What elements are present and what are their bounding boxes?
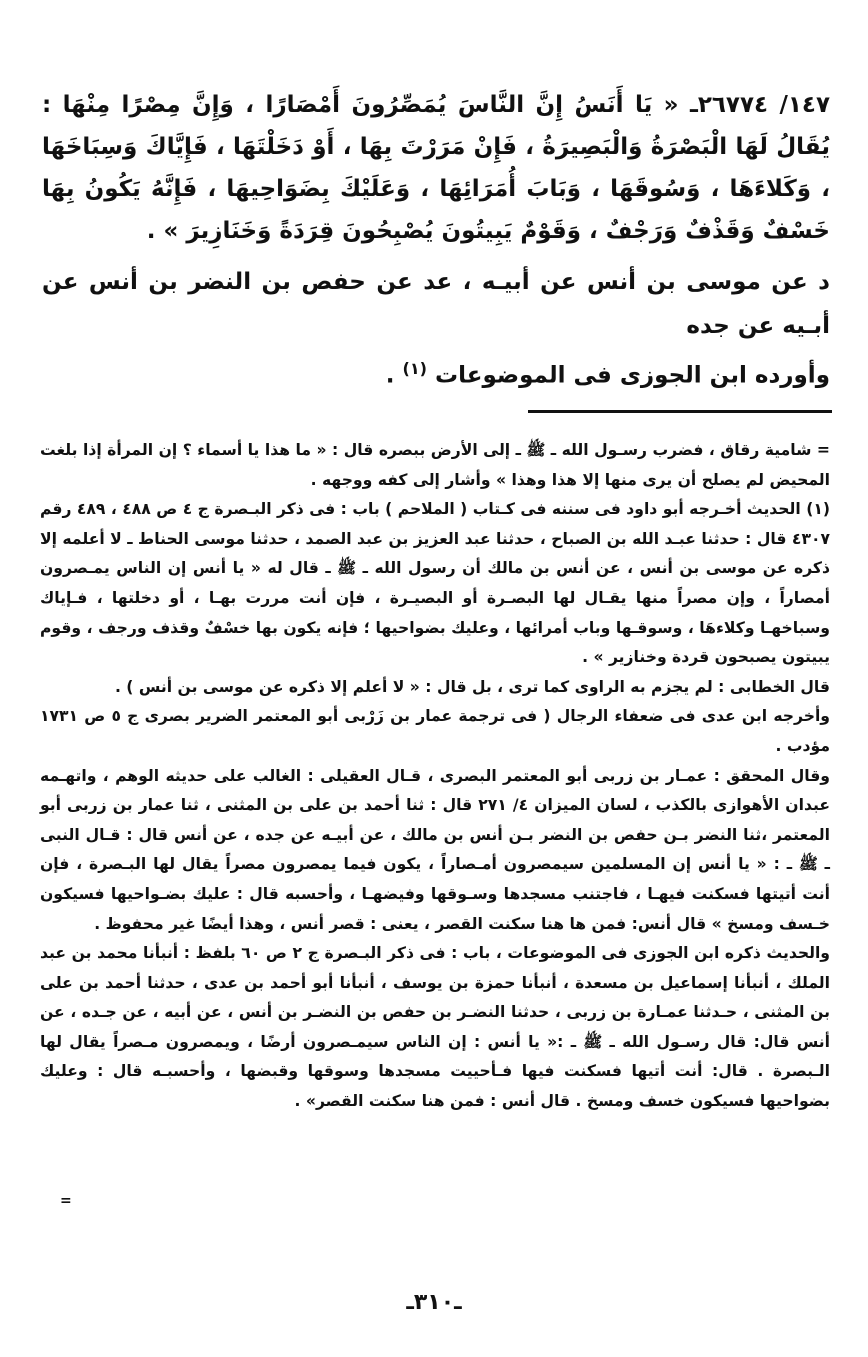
page-number: ـ٣١٠ـ [406, 1290, 462, 1315]
footnote-continuation: = شامية رقاق ، فضرب رسـول الله ـ ﷺ ـ إلى الأرض ببصره قال : « ما هذا يا أسماء ؟ إن المرأة إذا بلغت المحيض لم يصلح أن يرى منها إلا هذا وهذا » وأشار إلى كفه ووجهه . [40, 441, 830, 489]
source-line-2 [42, 348, 830, 397]
main-text [42, 84, 830, 397]
source-line-1: د عن موسى بن أنس عن أبيـه ، عد عن حفص بن النضر بن أنس عن أبـيه عن جده [42, 269, 830, 339]
footnote-muhaqqiq: وقال المحقق : عمـار بن زربى أبو المعتمر البصرى ، قـال العقيلى : الغالب على حديثه الوهم ، واتهـمه عبدان الأهوازى بالكذب ، لسان الميزان ٤/ ٢٧١ قال : ثنا أحمد بن على بن المثنى ، ثنا عمار بن زربى أبو المعتمر ،ثنا النضر بـن حفص بن النضر بـن أنس بن مالك ، عن أبيـه عن جده ، عن أنس قال : قـال النبى ـ ﷺ ـ : « يا أنس إن المسلمين سيمصرون أمـصاراً ، يكون فيما يمصرون مصراً يقال لها البـصرة ، فإن أنت أتيتها فسكنت فيهـا ، فاجتنب مسجدها وسـوقها وفيضهـا ، وأحسبه قال : عليك بضـواحيها فسيكون خـسف ومسخ » قال أنس: فمن ها هنا سكنت القصر ، يعنى : قصر أنس ، وهذا أيضًا غير محفوظ . [40, 766, 830, 933]
footnote-1: (١) الحديث أخـرجه أبو داود فى سننه فى كـتاب ( الملاحم ) باب : فى ذكر البـصرة ج ٤ ص ٤٨٨ ، ٤٨٩ رقم ٤٣٠٧ قال : حدثنا عبـد الله بن الصباح ، حدثنا عبد العزيز بن عبد الصمد ، حدثنا موسى الحناط ـ لا أعلمه إلا ذكره عن موسى بن أنس ، عن أنس بن مالك أن رسول الله ـ ﷺ ـ قال له « يا أنس إن الناس يمـصرون أمصاراً ، وإن مصراً منها يقـال لها البصـرة أو البصيـرة ، فإن أنت مررت بهـا ، أو دخلتها ، فـإياك وسباخهـا وكلاءهَا ، وسوقـها وباب أمرائها ، وعليك بضواحيها ؛ فإنه يكون بها خسْفٌ وقذف ورجف ، وقوم يبيتون يصبحون قردة وخنازير » . [40, 500, 830, 667]
hadith-text: ١٤٧/ ٢٦٧٧٤ـ « يَا أَنَسُ إِنَّ النَّاسَ يُمَصِّرُونَ أَمْصَارًا ، وَإِنَّ مِصْرًا مِنْهَا : يُقَالُ لَهَا الْبَصْرَةُ وَالْبَصِيرَةُ ، فَإِنْ مَرَرْتَ بِهَا ، أَوْ دَخَلْتَهَا ، فَإِيَّاكَ وَسِبَاخَهَا ، وَكَلاءَهَا ، وَسُوقَهَا ، وَبَابَ أُمَرَائِهَا ، وَعَلَيْكَ بِضَوَاحِيهَا ، فَإِنَّهُ يَكُونُ بِهَا خَسْفٌ وَقَذْفٌ وَرَجْفٌ ، وَقَوْمٌ يَبِيتُونَ يُصْبِحُونَ قِرَدَةً وَخَنَازِيرَ » . [42, 92, 830, 244]
source-line-2-text: وأورده ابن الجوزى فى الموضوعات [435, 362, 830, 389]
footnote-separator [528, 410, 832, 413]
footnote-ibn-jawzi: والحديث ذكره ابن الجوزى فى الموضوعات ، باب : فى ذكر البـصرة ج ٢ ص ٦٠ بلفظ : أنبأنا محمد بن عبد الملك ، أنبأنا إسماعيل بن مسعدة ، أنبأنا حمزة بن يوسف ، أنبأنا أبو أحمد بن عدى ، حدثنا أحمد بن على بن المثنى ، حـدثنا عمـارة بن زربى ، حدثنا النضـر بن حفص بن النضـر بن أنس ، عن أبيه ، عن جـده ، عن أنس قال: قال رسـول الله ـ ﷺ ـ :« يا أنس : إن الناس سيمـصرون أرضًا ، ويمصرون مـصراً يقال لها الـبصرة . قال: أنت أتيها فسكنت فيها فـأحييت مسجدها وسوقها وقبضها ، وأحسبـه قال : وعليك بضواحيها فسيكون خسف ومسخ . قال أنس : فمن هنا سكنت القصر» . [40, 944, 830, 1111]
continuation-mark: = [60, 1193, 72, 1209]
footnote-reference: (١) [402, 359, 427, 378]
source-line-2-end: . [385, 362, 403, 389]
footnote-ibn-adi: وأخرجه ابن عدى فى ضعفاء الرجال ( فى ترجمة عمار بن زَرْبى أبو المعتمر الضرير بصرى ج ٥ ص ١٧٣١ مؤدب . [40, 707, 830, 755]
footnotes [40, 436, 830, 1117]
footnote-khattabi: قال الخطابى : لم يجزم به الراوى كما ترى ، بل قال : « لا أعلم إلا ذكره عن موسى بن أنس ) . [114, 677, 830, 696]
